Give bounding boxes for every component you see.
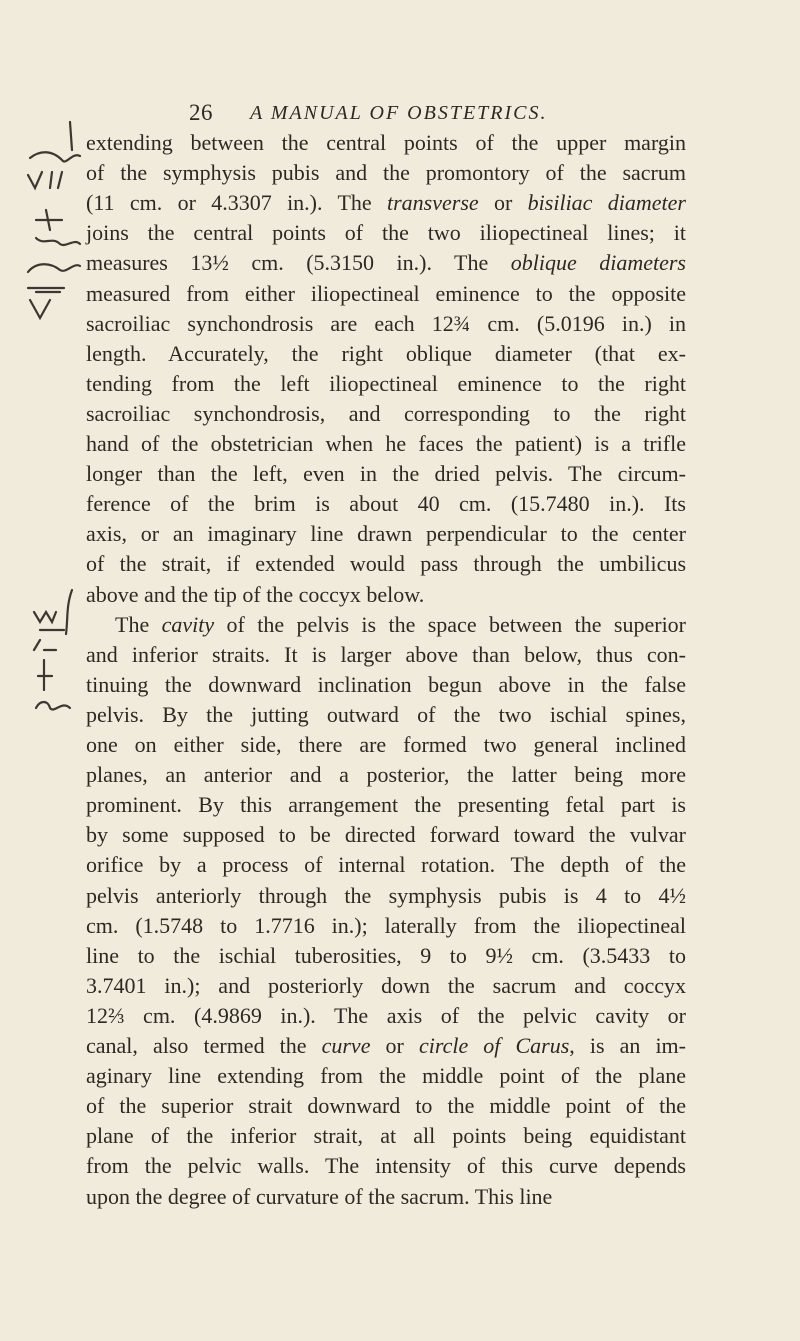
text-line: [86, 850, 686, 880]
text-line: [86, 640, 686, 670]
text-run: line to the ischial tuberosities, 9 to 9½ cm. (3.5433 to: [86, 942, 686, 968]
text-run: measured from either iliopectineal eminence to the opposite: [86, 280, 686, 306]
text-run: from the pelvic walls. The intensity of this curve depends: [86, 1153, 686, 1179]
text-run: plane of the inferior strait, at all points being equidistant: [86, 1123, 686, 1149]
text-run: of the symphysis pubis and the promontory of the sacrum: [86, 160, 686, 186]
text-line: [86, 218, 686, 248]
italic-term: circle of Carus: [418, 1033, 570, 1058]
text-line: [86, 1091, 686, 1121]
text-run: tinuing the downward inclination begun above in the false: [86, 671, 686, 697]
text-run: upon the degree of curvature of the sacrum. This line: [86, 1183, 553, 1209]
text-line: [86, 279, 686, 309]
text-line: [86, 730, 686, 760]
text-run: canal, also termed the: [86, 1033, 322, 1058]
text-run: tending from the left iliopectineal eminence to the right: [86, 370, 686, 396]
text-run: and inferior straits. It is larger above than below, thus con-: [86, 641, 686, 667]
text-line: [86, 248, 686, 278]
text-line: [86, 580, 686, 610]
text-line: [86, 881, 686, 911]
text-line: [86, 399, 686, 429]
text-line: [86, 1182, 686, 1212]
text-run: cm. (1.5748 to 1.7716 in.); laterally from the iliopectineal: [86, 912, 686, 938]
text-run: 3.7401 in.); and posteriorly down the sacrum and coccyx: [86, 972, 686, 998]
text-run: of the superior strait downward to the middle point of the: [86, 1093, 686, 1119]
text-line: [86, 760, 686, 790]
text-line: [86, 971, 686, 1001]
italic-term: oblique diameters: [510, 250, 686, 276]
text-run: or: [478, 190, 528, 216]
text-line: [115, 610, 686, 640]
text-run: sacroiliac synchondrosis, and corresponding to the right: [86, 400, 686, 426]
text-run: planes, an anterior and a posterior, the latter being more: [86, 762, 686, 788]
text-run: prominent. By this arrangement the presenting fetal part is: [86, 792, 686, 818]
italic-term: transverse: [387, 190, 479, 216]
text-line: [86, 309, 686, 339]
text-line: [86, 429, 686, 459]
text-run: joins the central points of the two iliopectineal lines; it: [86, 220, 686, 246]
text-run: measures 13½ cm. (5.3150 in.). The: [86, 250, 511, 276]
text-line: [86, 1001, 686, 1031]
text-run: orifice by a process of internal rotation. The depth of the: [86, 852, 686, 878]
text-line: [86, 820, 686, 850]
text-run: longer than the left, even in the dried pelvis. The circum-: [86, 461, 686, 487]
running-head: A MANUAL OF OBSTETRICS.: [250, 102, 548, 124]
text-line: [86, 128, 686, 158]
text-line: [86, 369, 686, 399]
text-run: length. Accurately, the right oblique diameter (that ex-: [86, 340, 686, 366]
text-run: sacroiliac synchondrosis are each 12¾ cm. (5.0196 in.) in: [86, 310, 686, 336]
text-line: [86, 1121, 686, 1151]
text-line: [86, 911, 686, 941]
text-line: [86, 700, 686, 730]
text-run: by some supposed to be directed forward toward the vulvar: [86, 822, 686, 848]
text-line: [86, 188, 686, 218]
text-line: [86, 1031, 686, 1061]
text-run: axis, or an imaginary line drawn perpendicular to the center: [86, 521, 686, 547]
text-run: or: [370, 1033, 419, 1058]
text-run: pelvis. By the jutting outward of the two ischial spines,: [86, 701, 686, 727]
text-run: ference of the brim is about 40 cm. (15.7480 in.). Its: [86, 491, 686, 517]
text-run: above and the tip of the coccyx below.: [86, 581, 425, 607]
text-run: The: [115, 611, 162, 637]
text-run: pelvis anteriorly through the symphysis pubis is 4 to 4½: [86, 882, 686, 908]
text-run: (11 cm. or 4.3307 in.). The: [86, 190, 387, 216]
text-line: [86, 519, 686, 549]
text-run: of the pelvis is the space between the superior: [214, 611, 687, 637]
text-run: one on either side, there are formed two general inclined: [86, 732, 686, 757]
text-line: [86, 158, 686, 188]
text-run: of the strait, if extended would pass through the umbilicus: [86, 551, 686, 577]
text-line: [86, 1151, 686, 1181]
text-line: [86, 1061, 686, 1091]
text-line: [86, 339, 686, 369]
italic-term: bisiliac diameter: [527, 190, 686, 216]
italic-term: cavity: [161, 611, 215, 637]
margin-annotations: [0, 0, 90, 900]
text-line: [86, 489, 686, 519]
italic-term: curve: [321, 1033, 371, 1058]
text-line: [86, 670, 686, 700]
page-number: 26: [189, 100, 213, 125]
text-line: [86, 790, 686, 820]
text-line: [86, 941, 686, 971]
text-run: extending between the central points of the upper margin: [86, 130, 686, 155]
text-run: 12⅔ cm. (4.9869 in.). The axis of the pelvic cavity or: [86, 1002, 686, 1028]
text-run: aginary line extending from the middle point of the plane: [86, 1063, 686, 1089]
text-run: , is an im-: [569, 1033, 686, 1058]
text-line: [86, 549, 686, 579]
text-run: hand of the obstetrician when he faces the patient) is a trifle: [86, 431, 686, 456]
text-line: [86, 459, 686, 489]
